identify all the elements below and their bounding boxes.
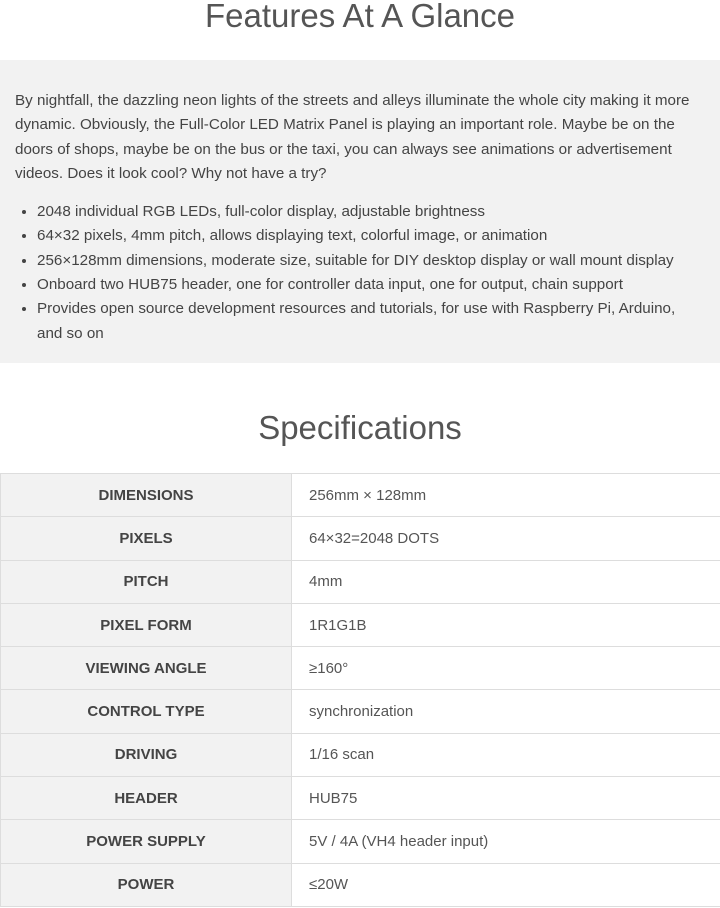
feature-item: • 256×128mm dimensions, moderate size, suitable for DIY desktop display or wall mount display [37,249,704,273]
table-row [1,647,720,690]
table-row [1,733,720,776]
spec-key: CONTROL TYPE [1,690,292,733]
spec-value: 64×32=2048 DOTS [292,517,720,560]
spec-value: synchronization [292,690,720,733]
spec-key: PIXEL FORM [1,603,292,646]
table-row [1,474,720,517]
table-row [1,820,720,863]
spec-value: 1/16 scan [292,733,720,776]
features-intro: By nightfall, the dazzling neon lights of the streets and alleys illuminate the whole city making it more dynamic. Obviously, the Full-Color LED Matrix Panel is playing an important role. Maybe be on the doors of shops, maybe be on the bus or the taxi, you can always see animations or advertisement videos. Does it look cool? Why not have a try? [15,92,690,182]
spec-value: ≥160° [292,647,720,690]
spec-value: HUB75 [292,777,720,820]
spec-key: PITCH [1,560,292,603]
features-heading: Features At A Glance [204,0,516,34]
table-row [1,777,720,820]
spec-value: 4mm [292,560,720,603]
spec-key: VIEWING ANGLE [1,647,292,690]
specifications-table [0,473,720,907]
spec-value: ≤20W [292,863,720,906]
feature-list [15,200,704,346]
table-row [1,560,720,603]
table-row [1,690,720,733]
spec-key: POWER [1,863,292,906]
spec-key: DRIVING [1,733,292,776]
table-row [1,517,720,560]
features-section [0,60,720,363]
feature-item: • 64×32 pixels, 4mm pitch, allows displaying text, colorful image, or animation [37,224,704,248]
spec-key: HEADER [1,777,292,820]
specifications-heading: Specifications [258,409,462,446]
spec-value: 1R1G1B [292,603,720,646]
spec-value: 5V / 4A (VH4 header input) [292,820,720,863]
feature-item: • 2048 individual RGB LEDs, full-color display, adjustable brightness [37,200,704,224]
spec-key: DIMENSIONS [1,474,292,517]
table-row [1,603,720,646]
table-row [1,863,720,906]
feature-item: • Onboard two HUB75 header, one for controller data input, one for output, chain support [37,273,704,297]
spec-key: PIXELS [1,517,292,560]
spec-key: POWER SUPPLY [1,820,292,863]
feature-item: • Provides open source development resources and tutorials, for use with Raspberry Pi, Arduino, and so on [37,297,704,346]
spec-value: 256mm × 128mm [292,474,720,517]
